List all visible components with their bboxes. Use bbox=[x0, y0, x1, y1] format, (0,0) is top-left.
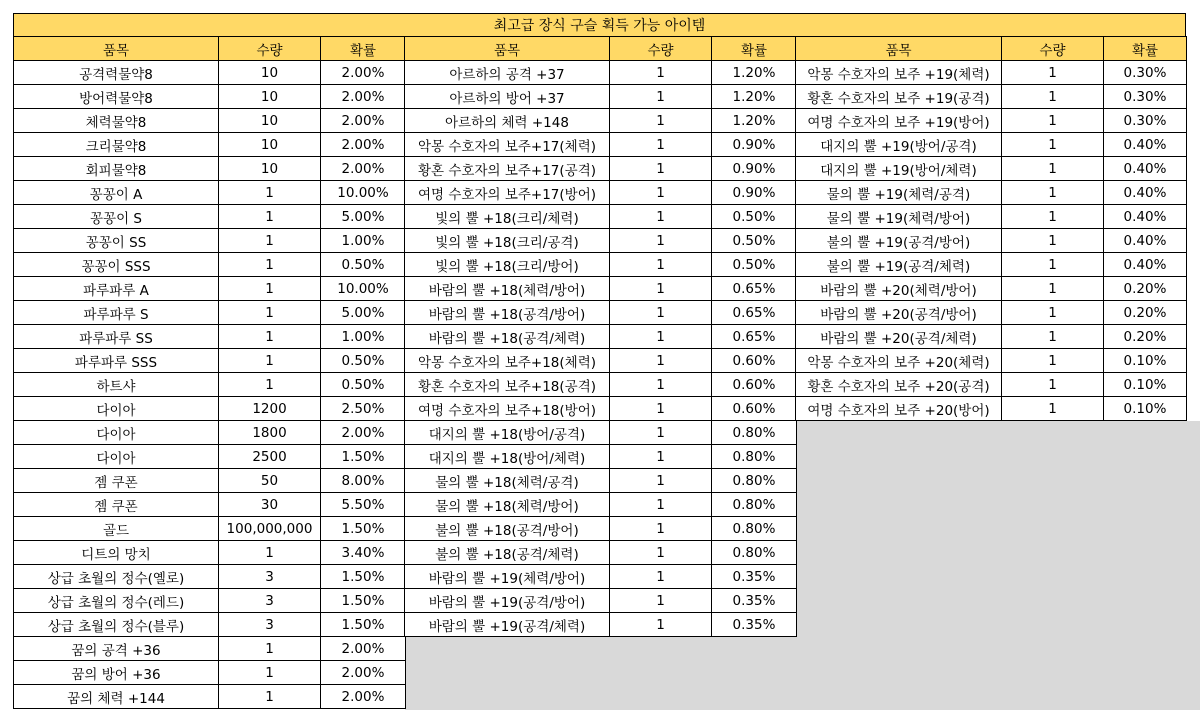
item-name-cell: 악몽 수호자의 보주+18(체력) bbox=[405, 349, 610, 373]
probability-cell: 0.40% bbox=[1104, 181, 1187, 205]
item-name-cell: 불의 뿔 +19(공격/방어) bbox=[796, 229, 1002, 253]
quantity-cell: 1 bbox=[1002, 85, 1104, 109]
item-name-cell: 다이아 bbox=[14, 445, 219, 469]
item-name-cell: 악몽 수호자의 보주 +19(체력) bbox=[796, 61, 1002, 85]
quantity-cell: 1 bbox=[1002, 205, 1104, 229]
probability-cell: 5.00% bbox=[321, 205, 406, 229]
column-header-quantity: 수량 bbox=[219, 37, 321, 61]
item-name-cell: 황혼 수호자의 보주+18(공격) bbox=[405, 373, 610, 397]
item-name-cell: 여명 수호자의 보주 +19(방어) bbox=[796, 109, 1002, 133]
item-table-group-2 bbox=[404, 36, 797, 637]
table-row bbox=[14, 613, 406, 637]
table-row bbox=[796, 253, 1187, 277]
probability-cell: 2.00% bbox=[321, 61, 406, 85]
quantity-cell: 1 bbox=[219, 637, 321, 661]
probability-cell: 0.30% bbox=[1104, 61, 1187, 85]
table-row bbox=[14, 205, 406, 229]
table-row bbox=[796, 133, 1187, 157]
table-row bbox=[405, 349, 797, 373]
probability-cell: 1.50% bbox=[321, 445, 406, 469]
probability-cell: 0.40% bbox=[1104, 205, 1187, 229]
item-name-cell: 꿈의 체력 +144 bbox=[14, 685, 219, 709]
item-name-cell: 바람의 뿔 +18(공격/방어) bbox=[405, 301, 610, 325]
quantity-cell: 1200 bbox=[219, 397, 321, 421]
table-row bbox=[405, 301, 797, 325]
probability-cell: 0.20% bbox=[1104, 277, 1187, 301]
table-row bbox=[405, 445, 797, 469]
quantity-cell: 1 bbox=[1002, 181, 1104, 205]
item-name-cell: 바람의 뿔 +18(공격/체력) bbox=[405, 325, 610, 349]
table-row bbox=[14, 157, 406, 181]
item-name-cell: 여명 수호자의 보주 +20(방어) bbox=[796, 397, 1002, 421]
table-row bbox=[14, 565, 406, 589]
table-row bbox=[405, 157, 797, 181]
item-name-cell: 다이아 bbox=[14, 421, 219, 445]
column-header-item: 품목 bbox=[14, 37, 219, 61]
probability-cell: 0.30% bbox=[1104, 109, 1187, 133]
table-row bbox=[405, 541, 797, 565]
table-row bbox=[405, 613, 797, 637]
probability-cell: 1.50% bbox=[321, 589, 406, 613]
table-row bbox=[14, 685, 406, 709]
probability-cell: 2.00% bbox=[321, 421, 406, 445]
item-name-cell: 파루파루 S bbox=[14, 301, 219, 325]
probability-cell: 0.65% bbox=[712, 325, 797, 349]
probability-cell: 0.50% bbox=[321, 349, 406, 373]
quantity-cell: 10 bbox=[219, 61, 321, 85]
table-row bbox=[405, 397, 797, 421]
table-row bbox=[14, 349, 406, 373]
table-row bbox=[14, 325, 406, 349]
item-name-cell: 파루파루 SSS bbox=[14, 349, 219, 373]
quantity-cell: 1 bbox=[610, 469, 712, 493]
item-name-cell: 파루파루 SS bbox=[14, 325, 219, 349]
quantity-cell: 1 bbox=[219, 229, 321, 253]
probability-cell: 0.10% bbox=[1104, 349, 1187, 373]
item-name-cell: 아르하의 공격 +37 bbox=[405, 61, 610, 85]
table-row bbox=[14, 397, 406, 421]
item-table-group-1 bbox=[13, 36, 406, 709]
item-name-cell: 빛의 뿔 +18(크리/방어) bbox=[405, 253, 610, 277]
quantity-cell: 1 bbox=[610, 133, 712, 157]
quantity-cell: 1 bbox=[610, 613, 712, 637]
probability-cell: 0.50% bbox=[321, 253, 406, 277]
item-name-cell: 다이아 bbox=[14, 397, 219, 421]
item-name-cell: 여명 수호자의 보주+18(방어) bbox=[405, 397, 610, 421]
table-row bbox=[405, 253, 797, 277]
quantity-cell: 3 bbox=[219, 565, 321, 589]
quantity-cell: 100,000,000 bbox=[219, 517, 321, 541]
quantity-cell: 1 bbox=[610, 397, 712, 421]
item-name-cell: 회피물약8 bbox=[14, 157, 219, 181]
probability-cell: 1.00% bbox=[321, 325, 406, 349]
quantity-cell: 1 bbox=[1002, 133, 1104, 157]
quantity-cell: 1 bbox=[1002, 301, 1104, 325]
quantity-cell: 1800 bbox=[219, 421, 321, 445]
item-name-cell: 황혼 수호자의 보주 +20(공격) bbox=[796, 373, 1002, 397]
item-table-group-3 bbox=[795, 36, 1187, 421]
probability-cell: 0.90% bbox=[712, 133, 797, 157]
quantity-cell: 1 bbox=[610, 109, 712, 133]
table-row bbox=[405, 229, 797, 253]
table-row bbox=[405, 421, 797, 445]
probability-cell: 0.80% bbox=[712, 421, 797, 445]
quantity-cell: 1 bbox=[219, 373, 321, 397]
item-name-cell: 황혼 수호자의 보주 +19(공격) bbox=[796, 85, 1002, 109]
probability-cell: 0.80% bbox=[712, 445, 797, 469]
table-row bbox=[405, 373, 797, 397]
header-row bbox=[405, 37, 797, 61]
probability-cell: 0.80% bbox=[712, 469, 797, 493]
probability-cell: 0.80% bbox=[712, 493, 797, 517]
item-name-cell: 대지의 뿔 +19(방어/체력) bbox=[796, 157, 1002, 181]
table-row bbox=[14, 61, 406, 85]
probability-cell: 1.20% bbox=[712, 109, 797, 133]
table-row bbox=[796, 229, 1187, 253]
item-name-cell: 꽁꽁이 A bbox=[14, 181, 219, 205]
item-name-cell: 바람의 뿔 +18(체력/방어) bbox=[405, 277, 610, 301]
item-name-cell: 아르하의 체력 +148 bbox=[405, 109, 610, 133]
probability-cell: 0.60% bbox=[712, 373, 797, 397]
column-header-probability: 확률 bbox=[712, 37, 797, 61]
probability-cell: 0.65% bbox=[712, 277, 797, 301]
probability-cell: 1.50% bbox=[321, 613, 406, 637]
table-row bbox=[796, 181, 1187, 205]
table-row bbox=[14, 445, 406, 469]
item-name-cell: 바람의 뿔 +19(공격/방어) bbox=[405, 589, 610, 613]
item-name-cell: 골드 bbox=[14, 517, 219, 541]
probability-cell: 0.80% bbox=[712, 517, 797, 541]
quantity-cell: 3 bbox=[219, 589, 321, 613]
table-row bbox=[14, 661, 406, 685]
table-row bbox=[405, 85, 797, 109]
table-row bbox=[405, 205, 797, 229]
table-row bbox=[14, 85, 406, 109]
item-name-cell: 꽁꽁이 SS bbox=[14, 229, 219, 253]
table-row bbox=[14, 469, 406, 493]
quantity-cell: 1 bbox=[219, 685, 321, 709]
quantity-cell: 1 bbox=[219, 205, 321, 229]
table-row bbox=[14, 541, 406, 565]
probability-cell: 5.50% bbox=[321, 493, 406, 517]
quantity-cell: 1 bbox=[610, 517, 712, 541]
table-row bbox=[14, 301, 406, 325]
quantity-cell: 1 bbox=[1002, 349, 1104, 373]
table-row bbox=[405, 589, 797, 613]
column-header-item: 품목 bbox=[796, 37, 1002, 61]
item-name-cell: 상급 초월의 정수(옐로) bbox=[14, 565, 219, 589]
table-row bbox=[14, 493, 406, 517]
table-row bbox=[14, 133, 406, 157]
table-row bbox=[405, 109, 797, 133]
probability-cell: 0.35% bbox=[712, 589, 797, 613]
table-row bbox=[796, 61, 1187, 85]
quantity-cell: 30 bbox=[219, 493, 321, 517]
table-row bbox=[405, 517, 797, 541]
item-name-cell: 물의 뿔 +19(체력/방어) bbox=[796, 205, 1002, 229]
probability-cell: 3.40% bbox=[321, 541, 406, 565]
table-row bbox=[405, 325, 797, 349]
quantity-cell: 1 bbox=[1002, 253, 1104, 277]
probability-cell: 0.40% bbox=[1104, 253, 1187, 277]
quantity-cell: 1 bbox=[1002, 109, 1104, 133]
quantity-cell: 1 bbox=[610, 541, 712, 565]
quantity-cell: 1 bbox=[610, 205, 712, 229]
quantity-cell: 1 bbox=[610, 277, 712, 301]
quantity-cell: 1 bbox=[219, 181, 321, 205]
quantity-cell: 1 bbox=[219, 301, 321, 325]
item-name-cell: 상급 초월의 정수(레드) bbox=[14, 589, 219, 613]
probability-cell: 2.00% bbox=[321, 85, 406, 109]
probability-cell: 0.40% bbox=[1104, 157, 1187, 181]
item-name-cell: 꽁꽁이 S bbox=[14, 205, 219, 229]
table-row bbox=[405, 469, 797, 493]
probability-cell: 0.30% bbox=[1104, 85, 1187, 109]
item-name-cell: 바람의 뿔 +20(공격/체력) bbox=[796, 325, 1002, 349]
column-header-probability: 확률 bbox=[321, 37, 406, 61]
probability-cell: 0.80% bbox=[712, 541, 797, 565]
quantity-cell: 10 bbox=[219, 133, 321, 157]
quantity-cell: 1 bbox=[219, 253, 321, 277]
table-row bbox=[796, 85, 1187, 109]
column-header-quantity: 수량 bbox=[610, 37, 712, 61]
table-row bbox=[796, 157, 1187, 181]
quantity-cell: 1 bbox=[1002, 397, 1104, 421]
quantity-cell: 1 bbox=[219, 325, 321, 349]
quantity-cell: 1 bbox=[1002, 61, 1104, 85]
item-name-cell: 체력물약8 bbox=[14, 109, 219, 133]
table-row bbox=[14, 277, 406, 301]
item-name-cell: 디트의 망치 bbox=[14, 541, 219, 565]
probability-cell: 2.00% bbox=[321, 109, 406, 133]
item-name-cell: 대지의 뿔 +18(방어/체력) bbox=[405, 445, 610, 469]
quantity-cell: 1 bbox=[1002, 157, 1104, 181]
item-name-cell: 젬 쿠폰 bbox=[14, 469, 219, 493]
quantity-cell: 1 bbox=[610, 253, 712, 277]
item-name-cell: 젬 쿠폰 bbox=[14, 493, 219, 517]
item-name-cell: 여명 수호자의 보주+17(방어) bbox=[405, 181, 610, 205]
quantity-cell: 1 bbox=[1002, 229, 1104, 253]
item-name-cell: 아르하의 방어 +37 bbox=[405, 85, 610, 109]
item-name-cell: 꿈의 공격 +36 bbox=[14, 637, 219, 661]
item-name-cell: 방어력물약8 bbox=[14, 85, 219, 109]
probability-cell: 1.20% bbox=[712, 61, 797, 85]
item-name-cell: 파루파루 A bbox=[14, 277, 219, 301]
probability-cell: 0.40% bbox=[1104, 133, 1187, 157]
probability-cell: 0.10% bbox=[1104, 373, 1187, 397]
probability-cell: 1.50% bbox=[321, 517, 406, 541]
probability-cell: 0.10% bbox=[1104, 397, 1187, 421]
quantity-cell: 1 bbox=[610, 493, 712, 517]
table-row bbox=[405, 565, 797, 589]
probability-cell: 10.00% bbox=[321, 277, 406, 301]
quantity-cell: 10 bbox=[219, 85, 321, 109]
table-row bbox=[14, 373, 406, 397]
probability-cell: 10.00% bbox=[321, 181, 406, 205]
probability-cell: 2.00% bbox=[321, 685, 406, 709]
probability-cell: 2.00% bbox=[321, 133, 406, 157]
probability-cell: 2.00% bbox=[321, 157, 406, 181]
item-name-cell: 크리물약8 bbox=[14, 133, 219, 157]
probability-cell: 0.60% bbox=[712, 397, 797, 421]
table-row bbox=[796, 205, 1187, 229]
probability-cell: 0.65% bbox=[712, 301, 797, 325]
column-header-probability: 확률 bbox=[1104, 37, 1187, 61]
probability-cell: 0.20% bbox=[1104, 301, 1187, 325]
item-name-cell: 꽁꽁이 SSS bbox=[14, 253, 219, 277]
probability-cell: 0.20% bbox=[1104, 325, 1187, 349]
probability-cell: 1.00% bbox=[321, 229, 406, 253]
probability-cell: 0.40% bbox=[1104, 229, 1187, 253]
probability-cell: 0.35% bbox=[712, 613, 797, 637]
table-row bbox=[796, 301, 1187, 325]
table-row bbox=[796, 277, 1187, 301]
probability-cell: 1.50% bbox=[321, 565, 406, 589]
item-name-cell: 물의 뿔 +18(체력/공격) bbox=[405, 469, 610, 493]
probability-cell: 0.90% bbox=[712, 157, 797, 181]
quantity-cell: 1 bbox=[610, 349, 712, 373]
table-row bbox=[14, 229, 406, 253]
quantity-cell: 1 bbox=[219, 349, 321, 373]
quantity-cell: 1 bbox=[610, 373, 712, 397]
quantity-cell: 1 bbox=[1002, 373, 1104, 397]
quantity-cell: 1 bbox=[610, 445, 712, 469]
item-name-cell: 바람의 뿔 +19(체력/방어) bbox=[405, 565, 610, 589]
table-row bbox=[796, 397, 1187, 421]
quantity-cell: 1 bbox=[1002, 325, 1104, 349]
header-row bbox=[796, 37, 1187, 61]
probability-cell: 1.20% bbox=[712, 85, 797, 109]
table-row bbox=[14, 517, 406, 541]
table-row bbox=[14, 421, 406, 445]
item-name-cell: 상급 초월의 정수(블루) bbox=[14, 613, 219, 637]
item-name-cell: 황혼 수호자의 보주+17(공격) bbox=[405, 157, 610, 181]
item-name-cell: 물의 뿔 +18(체력/방어) bbox=[405, 493, 610, 517]
table-row bbox=[405, 493, 797, 517]
probability-cell: 5.00% bbox=[321, 301, 406, 325]
item-name-cell: 대지의 뿔 +18(방어/공격) bbox=[405, 421, 610, 445]
probability-cell: 0.50% bbox=[712, 253, 797, 277]
item-name-cell: 불의 뿔 +18(공격/방어) bbox=[405, 517, 610, 541]
probability-cell: 0.90% bbox=[712, 181, 797, 205]
quantity-cell: 3 bbox=[219, 613, 321, 637]
quantity-cell: 1 bbox=[219, 661, 321, 685]
table-row bbox=[796, 349, 1187, 373]
quantity-cell: 1 bbox=[1002, 277, 1104, 301]
table-row bbox=[405, 133, 797, 157]
item-name-cell: 빛의 뿔 +18(크리/공격) bbox=[405, 229, 610, 253]
item-name-cell: 바람의 뿔 +20(체력/방어) bbox=[796, 277, 1002, 301]
table-row bbox=[14, 589, 406, 613]
table-row bbox=[796, 109, 1187, 133]
item-name-cell: 공격력물약8 bbox=[14, 61, 219, 85]
quantity-cell: 1 bbox=[610, 589, 712, 613]
quantity-cell: 1 bbox=[610, 181, 712, 205]
probability-cell: 2.00% bbox=[321, 637, 406, 661]
quantity-cell: 1 bbox=[610, 229, 712, 253]
item-name-cell: 대지의 뿔 +19(방어/공격) bbox=[796, 133, 1002, 157]
quantity-cell: 2500 bbox=[219, 445, 321, 469]
table-row bbox=[405, 181, 797, 205]
quantity-cell: 1 bbox=[610, 157, 712, 181]
quantity-cell: 1 bbox=[610, 85, 712, 109]
probability-cell: 0.60% bbox=[712, 349, 797, 373]
probability-cell: 2.00% bbox=[321, 661, 406, 685]
item-name-cell: 물의 뿔 +19(체력/공격) bbox=[796, 181, 1002, 205]
quantity-cell: 1 bbox=[610, 301, 712, 325]
column-header-item: 품목 bbox=[405, 37, 610, 61]
probability-cell: 2.50% bbox=[321, 397, 406, 421]
column-header-quantity: 수량 bbox=[1002, 37, 1104, 61]
item-name-cell: 빛의 뿔 +18(크리/체력) bbox=[405, 205, 610, 229]
item-name-cell: 바람의 뿔 +19(공격/체력) bbox=[405, 613, 610, 637]
table-row bbox=[796, 325, 1187, 349]
header-row bbox=[14, 37, 406, 61]
probability-cell: 0.35% bbox=[712, 565, 797, 589]
sheet-title: 최고급 장식 구슬 획득 가능 아이템 bbox=[13, 13, 1186, 37]
quantity-cell: 1 bbox=[219, 277, 321, 301]
probability-cell: 0.50% bbox=[712, 229, 797, 253]
table-row bbox=[14, 181, 406, 205]
probability-cell: 0.50% bbox=[321, 373, 406, 397]
item-name-cell: 바람의 뿔 +20(공격/방어) bbox=[796, 301, 1002, 325]
table-row bbox=[796, 373, 1187, 397]
table-row bbox=[14, 109, 406, 133]
item-name-cell: 불의 뿔 +19(공격/체력) bbox=[796, 253, 1002, 277]
item-name-cell: 악몽 수호자의 보주+17(체력) bbox=[405, 133, 610, 157]
table-row bbox=[14, 253, 406, 277]
table-row bbox=[405, 61, 797, 85]
item-name-cell: 하트샤 bbox=[14, 373, 219, 397]
table-row bbox=[405, 277, 797, 301]
quantity-cell: 1 bbox=[219, 541, 321, 565]
quantity-cell: 1 bbox=[610, 565, 712, 589]
probability-cell: 0.50% bbox=[712, 205, 797, 229]
quantity-cell: 1 bbox=[610, 61, 712, 85]
quantity-cell: 10 bbox=[219, 157, 321, 181]
quantity-cell: 1 bbox=[610, 421, 712, 445]
quantity-cell: 50 bbox=[219, 469, 321, 493]
item-name-cell: 악몽 수호자의 보주 +20(체력) bbox=[796, 349, 1002, 373]
item-name-cell: 꿈의 방어 +36 bbox=[14, 661, 219, 685]
quantity-cell: 10 bbox=[219, 109, 321, 133]
quantity-cell: 1 bbox=[610, 325, 712, 349]
table-row bbox=[14, 637, 406, 661]
probability-cell: 8.00% bbox=[321, 469, 406, 493]
item-name-cell: 불의 뿔 +18(공격/체력) bbox=[405, 541, 610, 565]
